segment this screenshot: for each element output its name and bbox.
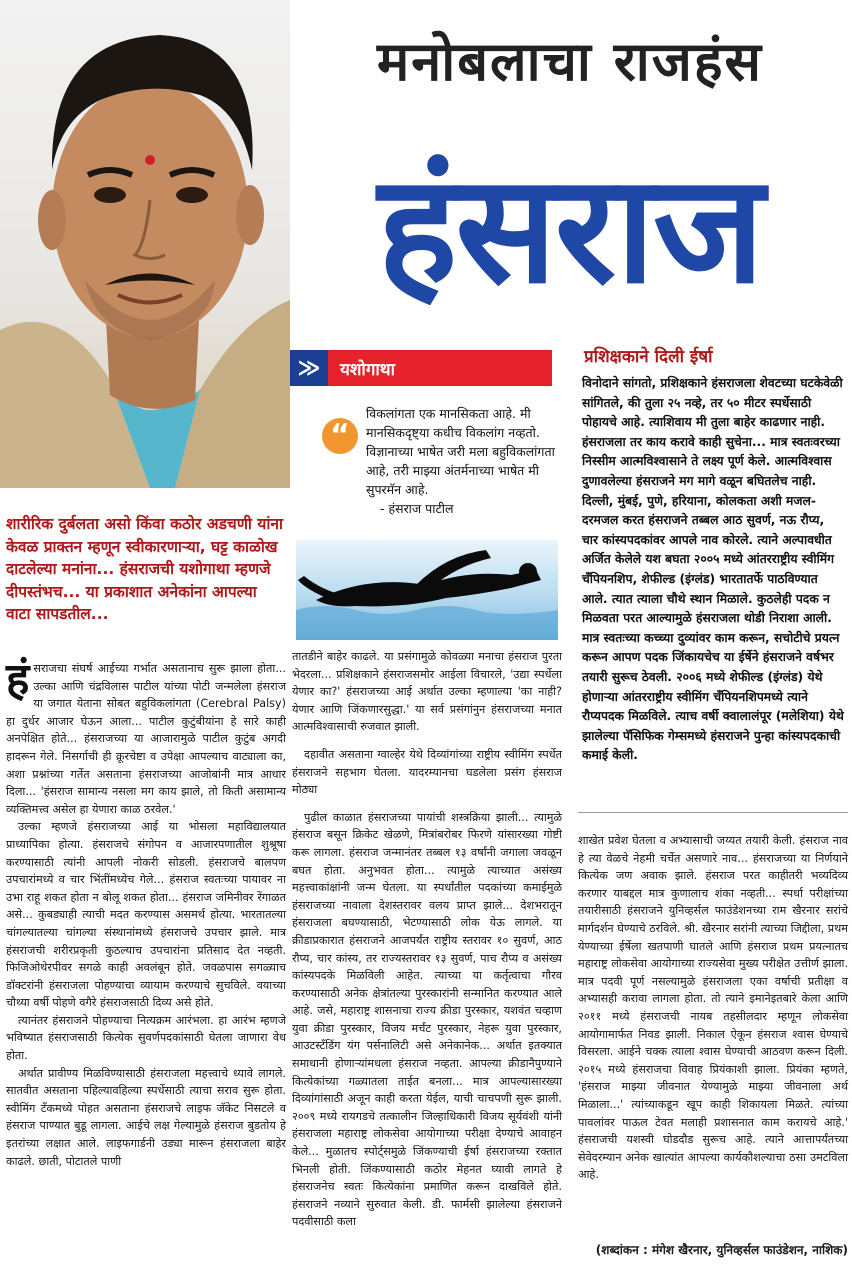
dropcap: हं xyxy=(6,654,30,705)
headline-kicker: मनोबलाचा राजहंस xyxy=(376,30,764,93)
swimmer-icon xyxy=(296,540,558,640)
paragraph: सराजचा संघर्ष आईच्या गर्भात असतानाच सुरू झाला होता... उल्का आणि चंद्रविलास पाटील यांच्या पोटी जन्मलेला हंसराज या जगात येताना सोबत बहुविकलांगता (Cerebral Palsy) हा दुर्धर आजार घेऊन आला... पाटील कुटुंबीयांना हे सारे काही अनपेक्षित होते... हंसराजच्या या आजारामुळे पाटील कुटुंब अगदी हादरून गेले. निसर्गाची ही क्रूरचेष्टा व उपेक्षा आपल्याच वाट्याला का, अशा प्रश्नांच्या गर्तेत असताना हंसराजच्या आजोबांनी मात्र आधार दिला... 'हंसराज सामान्य नसला मग काय झाले, तो किती असामान्य व्यक्तिमत्त्व असेल हा येणारा काळ ठरवेल.' xyxy=(6,662,286,816)
paragraph: दहावीत असताना ग्वाल्हेर येथे दिव्यांगांच्या राष्ट्रीय स्वीमिंग स्पर्धेत हंसराजने सहभाग घेतला. यादरम्यानचा घडलेला प्रसंग हंसराज मोठ्या xyxy=(292,747,562,797)
chevron-down-icon: ≫ xyxy=(290,350,328,386)
section-bar xyxy=(290,350,552,386)
paragraph: पुढील काळात हंसराजच्या पायांची शस्त्रक्रिया झाली... त्यामुळे हंसराज बसून क्रिकेट खेळणे, मित्रांबरोबर फिरणे यांसारख्या गोष्टी करू लागला. हंसराज जन्मानंतर तब्बल १३ वर्षांनी जगाला जवळून बघत होता. अनुभवत होता... त्यामुळे त्याच्यात असंख्य महत्त्वाकांक्षांनी जन्म घेतला. या स्पर्धांतील पदकांच्या कमाईमुळे हंसराजच्या नावाला देशस्तरावर वलय प्राप्त झाले... देशभरातून हंसराजला बघण्यासाठी, भेटण्यासाठी लोक येऊ लागले. या क्रीडाप्रकारात हंसराजने आजपर्यंत राष्ट्रीय स्तरावर १० सुवर्ण, आठ रौप्य, चार कांस्य, तर राज्यस्तरावर १३ सुवर्ण, पाच रौप्य व असंख्य कांस्यपदके मिळविली आहेत. त्याच्या या कर्तृत्वाचा गौरव करण्यासाठी अनेक क्षेत्रांतल्या पुरस्कारांनी सन्मानित करण्यात आले आहे. जसे, महाराष्ट्र शासनाचा राज्य क्रीडा पुरस्कार, यशवंत चव्हाण युवा क्रीडा पुरस्कार, विजय मर्चंट पुरस्कार, नेहरू युवा पुरस्कार, आउटस्टॅंडिंग यंग पर्सनालिटी असे अनेकानेक... अर्थात इतक्यात समाधानी होणाऱ्यांमधला हंसराज नव्हता. आपल्या क्रीडानैपुण्याने कित्येकांच्या गळ्यातला ताईत बनला... मात्र आपल्यासारख्या दिव्यांगांसाठी अजून काही करता येईल, याची चाचपणी सुरू झाली. २००९ मध्ये रायगडचे तत्कालीन जिल्हाधिकारी विजय सूर्यवंशी यांनी हंसराजला महाराष्ट्र लोकसेवा आयोगाच्या परीक्षा देण्याचे आवाहन केले... मुळातच स्पोर्ट्समुळे जिंकण्याची ईर्षा हंसराजच्या रक्तात भिनली होती. जिंकण्यासाठी कठोर मेहनत घ्यावी लागते हे हंसराजनेच स्वतः कित्येकांना प्रमाणित करून दाखविले होते. हंसराजने नव्याने सुरुवात केली. डी. फार्मसी झालेल्या हंसराजने पदवीसाठी कला xyxy=(292,810,562,1229)
intro-text: शारीरिक दुर्बलता असो किंवा कठोर अडचणी यांना केवळ प्राक्तन म्हणून स्वीकारणाऱ्या, घट्ट काळोख दाटलेल्या मनांना... हंसराजची यशोगाथा म्हणजे दीपस्तंभच... या प्रकाशात अनेकांना आपल्या वाटा सापडतील... xyxy=(6,515,283,623)
paragraph: त्यानंतर हंसराजने पोहण्याचा नित्यक्रम आरंभला. हा आरंभ म्हणजे भविष्यात हंसराजसाठी कित्येक सुवर्णपदकांसाठी घेतला जाणारा वेध होता. xyxy=(6,1013,286,1063)
article-column-3 xyxy=(578,832,848,1184)
portrait-illustration xyxy=(0,0,290,488)
paragraph: शाखेत प्रवेश घेतला व अभ्यासाची जय्यत तयारी केली. हंसराज नाव हे त्या वेळचे नेहमी चर्चेत असणारे नाव... हंसराजच्या या निर्णयाने कित्येक जण अवाक झाले. हंसराज परत काहीतरी भव्यदिव्य करणार याबद्दल मात्र कुणालाच शंका नव्हती... स्पर्धा परीक्षांच्या तयारीसाठी हंसराजने युनिव्हर्सल फाउंडेशनच्या राम खैरनार सरांचे मार्गदर्शन घेण्याचे ठरविले. श्री. खैरनार सरांनी त्याच्या जिद्दीला, प्रथम येण्याच्या ईर्षेला खतपाणी घातले आणि हंसराज प्रथम प्रयत्नातच महाराष्ट्र लोकसेवा आयोगाच्या राज्यसेवा मुख्य परीक्षेत उत्तीर्ण झाला. मात्र पदवी पूर्ण नसल्यामुळे हंसराजला एका वर्षाची प्रतीक्षा व अभ्यासही करावा लागला होता. तो त्याने इमानेइतबारे केला आणि २०११ मध्ये हंसराजची नायब तहसीलदार म्हणून लोकसेवा आयोगामार्फत निवड झाली. निकाल ऐकून हंसराज श्वास घेण्याचे विसरला. आईने चक्क त्याला श्वास घेण्याची आठवण करून दिली. २०१५ मध्ये हंसराजचा विवाह प्रियंकाशी झाला. प्रियंका म्हणते, 'हंसराज माझ्या जीवनात येण्यामुळे माझ्या जीवनाला अर्थ मिळाला...' त्यांच्याकडून खूप काही शिकायला मिळते. त्यांच्या पावलांवर पाऊल टेवत मलाही प्रशासनात काम करायचे आहे.' हंसराजची यशस्वी घोडदौड सुरूच आहे. त्याने आत्तापर्यंतच्या सेवेदरम्यान अनेक खात्यांत आपल्या कार्यकौशल्याचा ठसा उमटविला आहे. xyxy=(578,834,848,1182)
headline-title: हंसराज xyxy=(377,143,763,317)
swimmer-image xyxy=(296,540,558,640)
quote-icon: “ xyxy=(322,418,358,454)
quote-author: - हंसराज पाटील xyxy=(380,501,454,516)
article-column-2 xyxy=(292,648,562,1231)
paragraph: तातडीने बाहेर काढले. या प्रसंगामुळे कोवळ्या मनाचा हंसराज पुरता भेदरला... प्रशिक्षकाने हंसराजसमोर आईला विचारले, 'उद्या स्पर्धेला येणार का?' हंसराजच्या आई अर्थात उल्का म्हणाल्या 'का नाही? येणार आणि जिंकणारसुद्धा.' या सर्व प्रसंगांनुन हंसराजच्या मनात आत्मविश्वासाची रुजवात झाली. xyxy=(292,650,562,734)
quote-text: विकलांगता एक मानसिकता आहे. मी मानसिकदृष्ट्या कधीच विकलांग नव्हतो. विज्ञानाच्या भाषेत जरी मला बहुविकलांगता आहे, तरी माझ्या अंतर्मनाच्या भाषेत मी सुपरमॅन आहे. xyxy=(366,406,555,497)
quote-block xyxy=(366,404,564,518)
divider xyxy=(578,812,848,813)
section-label: यशोगाथा xyxy=(340,359,396,380)
byline-credit: (शब्दांकन : मंगेश खैरनार, युनिव्हर्सल फाउंडेशन, नाशिक) xyxy=(595,1243,848,1257)
paragraph: अर्थात प्रावीण्य मिळविण्यासाठी हंसराजला महत्त्वाचे ध्यावे लागले. सातवीत असताना पहिल्यावहिल्या स्पर्धेसाठी त्याचा सराव सुरू होता. स्वीमिंग टॅंकमध्ये पोहत असताना हंसराजचे लाइफ जॅकेट निसटले व हंसराज पाण्यात बुडू लागला. आईचे लक्ष गेल्यामुळे हंसराज बुडतोय हे इतरांच्या लक्षात आले. लाइफगार्डनी उड्या मारून हंसराजला बाहेर काढले. छाती, पोटातले पाणी xyxy=(6,1066,286,1168)
paragraph: उल्का म्हणजे हंसराजच्या आई या भोसला महाविद्यालयात प्राध्यापिका होत्या. हंसराजचे संगोपन व आजारपणातील शुश्रूषा करण्यासाठी त्यांनी आपली नोकरी सोडली. हंसराजचे बालपण उपचारांमध्ये व चार भिंतींमध्येच गेले... हंसराज स्वतःच्या पायावर ना उभा राहू शकत होता न बोलू शकत होता... हंसराज जमिनीवर रेंगाळत असे... कुबड्याही त्याची मदत करण्यास असमर्थ होत्या. भारतातल्या चांगल्यातल्या चांगल्या संस्थानांमध्ये हंसराजचे उपचार झाले. मात्र हंसराजची शरीरप्रकृती कुठल्याच उपचारांना प्रतिसाद देत नव्हती. फिजिओथेरपीवर सगळे काही अवलंबून होते. जवळपास सगळ्याच डॉक्टरांनी हंसराजला पोहण्याचा व्यायाम करण्याचे सुचविले. वयाच्या चौथ्या वर्षी पोहणे वगैरे हंसराजसाठी दिव्य असे होते. xyxy=(6,820,286,1010)
sidebar-body: विनोदाने सांगतो, प्रशिक्षकाने हंसराजला शेवटच्या घटकेवेळी सांगितले, की तुला २५ नव्हे, तर ५० मीटर स्पर्धेसाठी पोहायचे आहे. त्याशिवाय मी तुला बाहेर काढणार नाही. हंसराजला तर काय करावे काही सुचेना... मात्र स्वतःवरच्या निस्सीम आत्मविश्वासाने ते लक्ष्य पूर्ण केले. आत्मविश्वास दुणावलेल्या हंसराजने मग मागे वळून बघितलेच नाही. दिल्ली, मुंबई, पुणे, हरियाना, कोलकता अशी मजल-दरमजल करत हंसराजने तब्बल आठ सुवर्ण, नऊ रौप्य, चार कांस्यपदकांवर आपले नाव कोरले. त्याने अल्पावधीत अर्जित केलेले यश बघता २००५ मध्ये आंतरराष्ट्रीय स्वीमिंग चॅंपियनशिप, शेफील्ड (इंग्लंड) भारतातर्फे पाठविण्यात आले. त्यात त्याला चौथे स्थान मिळाले. कुठलेही पदक न मिळवता परत आल्यामुळे हंसराजला थोडी निराशा आली. मात्र स्वतःच्या कच्च्या दुव्यांवर काम करून, सचोटीचे प्रयत्न करून आपण पदक जिंकायचेच या ईर्षेने हंसराजने वर्षभर तयारी सुरूच ठेवली. २००६ मध्ये शेफील्ड (इंग्लंड) येथे होणाऱ्या आंतरराष्ट्रीय स्वीमिंग चॅंपियनशिपमध्ये त्याने रौप्यपदक मिळविले. त्याच वर्षी क्वालालंपूर (मलेशिया) येथे झालेल्या पॅसिफिक गेम्समध्ये हंसराजने पुन्हा कांस्यपदकाची कमाई केली. xyxy=(582,376,844,763)
sidebar-title: प्रशिक्षकाने दिली ईर्षा xyxy=(584,347,713,367)
portrait-photo xyxy=(0,0,290,488)
article-column-1 xyxy=(6,654,286,1170)
